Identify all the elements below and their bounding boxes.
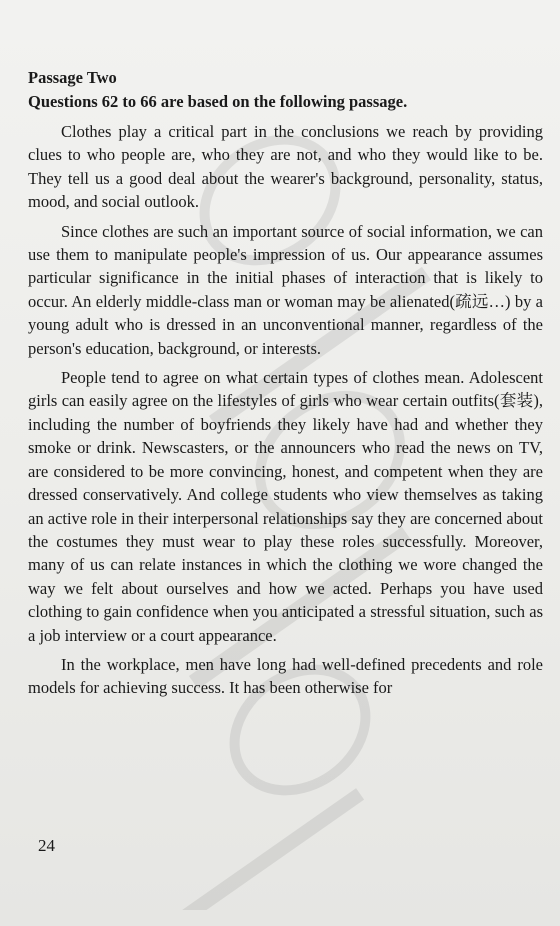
- paragraph: In the workplace, men have long had well-defined precedents and role models for achieving success. It has been otherwise for: [28, 654, 543, 698]
- passage-title: Passage Two: [28, 68, 117, 87]
- page-number: 24: [38, 836, 55, 855]
- paragraph: People tend to agree on what certain types of clothes mean. Adolescent girls can easily agree on the lifestyles of girls who wear certain outfits(套装), including the number of boyfriends they likely have had and whether they smoke or drink. Newscasters, or the announcers who read the news on TV, are considered to be more convincing, honest, and competent when they are dressed conservatively. And college students who view themselves as taking an active role in their interpersonal relationships say they are concerned about the costumes they must wear to play these roles successfully. Moreover, many of us can relate instances in which the clothing we wore changed the way we felt about ourselves and how we acted. Perhaps you have used clothing to gain confidence when you anticipated a stressful situation, such as a job interview or a court appearance.: [28, 368, 543, 645]
- passage-content: [28, 66, 543, 700]
- paragraph: Since clothes are such an important source of social information, we can use them to manipulate people's impression of us. Our appearance assumes particular significance in the initial phases of interaction that is likely to occur. An elderly middle-class man or woman may be alienated(疏远…) by a young adult who is dressed in an unconventional manner, regardless of the person's education, background, or interests.: [28, 221, 543, 358]
- passage-instructions: Questions 62 to 66 are based on the following passage.: [28, 92, 408, 111]
- paragraph: Clothes play a critical part in the conclusions we reach by providing clues to who people are, who they are not, and who they would like to be. They tell us a good deal about the wearer's background, personality, status, mood, and social outlook.: [28, 122, 543, 212]
